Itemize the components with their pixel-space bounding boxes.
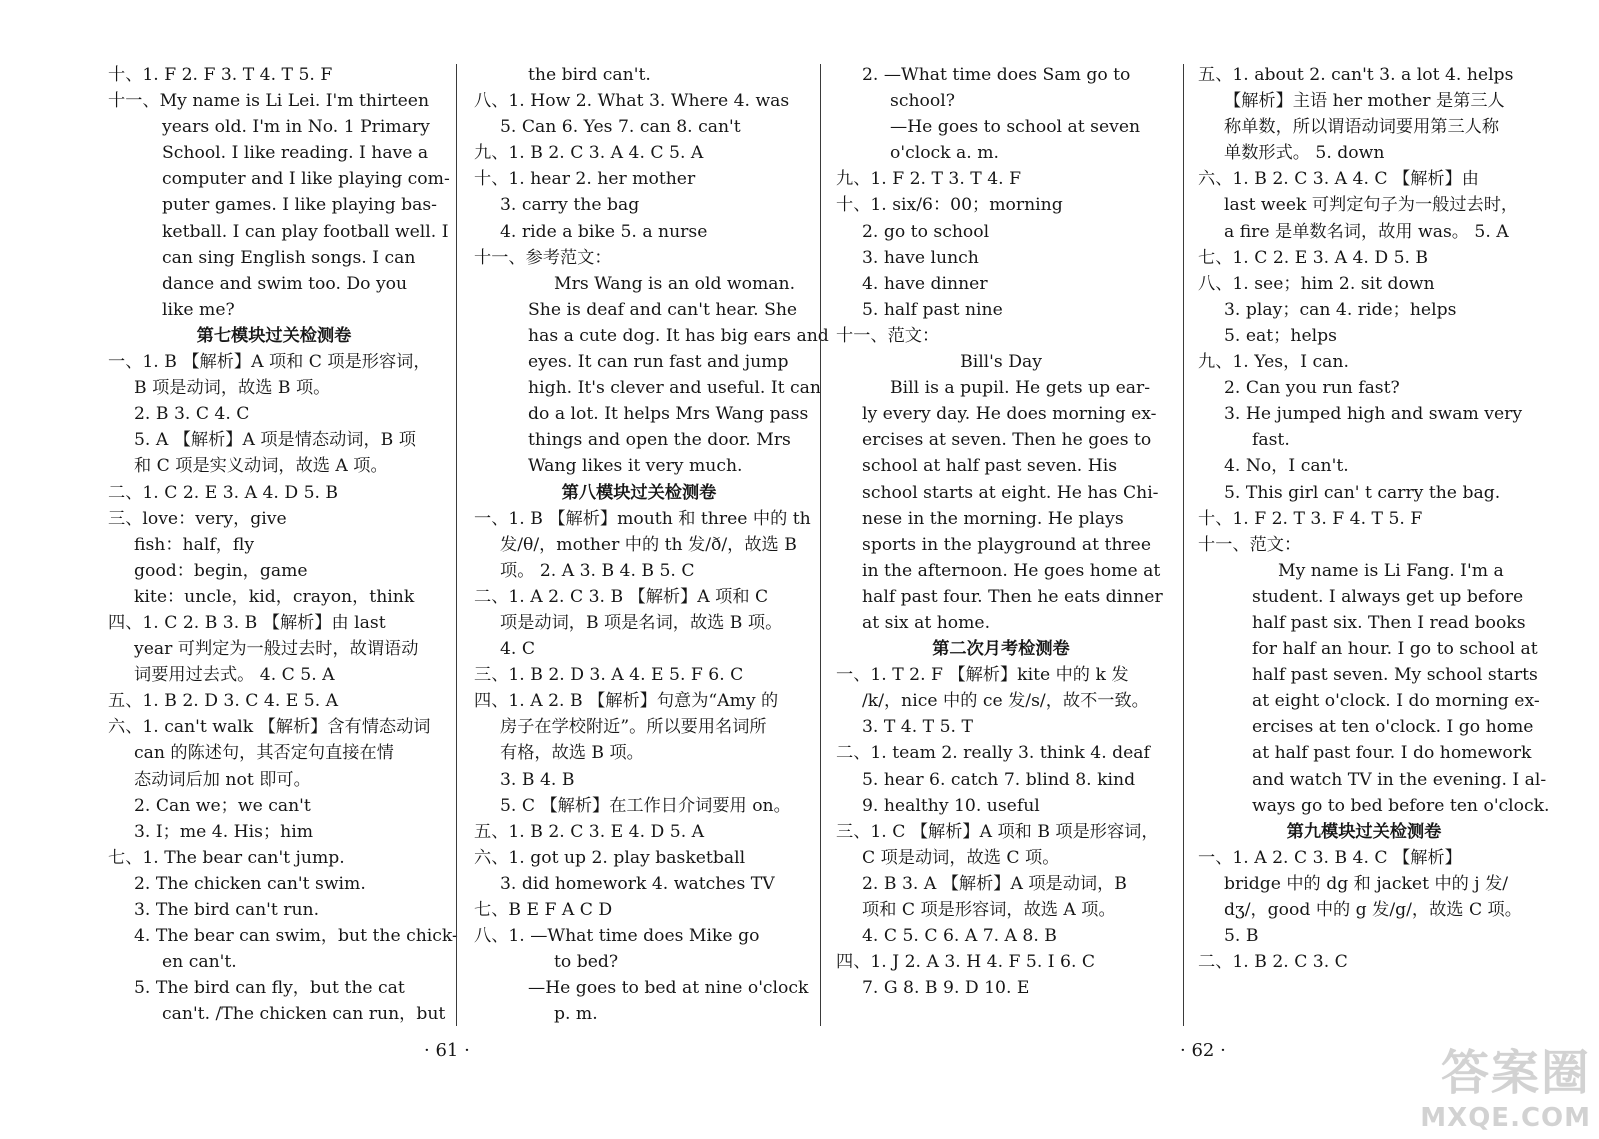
answer-line: ways go to bed before ten o'clock.	[1252, 795, 1550, 816]
answer-line: at half past four. I do homework	[1252, 743, 1532, 764]
answer-line: 七、B E F A C D	[474, 900, 613, 920]
answer-line: 十一、范文：	[836, 325, 940, 346]
answer-line: 称单数，所以谓语动词要用第三人称	[1224, 117, 1500, 138]
answer-line: 二、1. C 2. E 3. A 4. D 5. B	[108, 482, 339, 503]
answer-line: 5. This girl can' t carry the bag.	[1224, 482, 1501, 503]
answer-line: school at half past seven. His	[862, 456, 1118, 477]
answer-line: Wang likes it very much.	[528, 456, 743, 477]
answer-line: 十、1. F 2. T 3. F 4. T 5. F	[1198, 508, 1423, 529]
answer-line: 2. The chicken can't swim.	[134, 873, 366, 894]
answer-line: 十、1. F 2. F 3. T 4. T 5. F	[108, 65, 333, 85]
answer-line: 2. Can we；we can't	[134, 795, 311, 816]
answer-line: 3. carry the bag	[500, 195, 640, 216]
answer-line: to bed?	[554, 952, 619, 973]
answer-line: 八、1. —What time does Mike go	[474, 926, 760, 947]
answer-line: —He goes to school at seven	[890, 117, 1141, 138]
section-heading: 第九模块过关检测卷	[1286, 821, 1442, 842]
answer-line: ketball. I can play football well. I	[162, 221, 449, 242]
answer-line: bridge 中的 dg 和 jacket 中的 j 发/	[1224, 873, 1509, 894]
watermark-logo-text: 答案圈	[1440, 1045, 1591, 1101]
answer-line: things and open the door. Mrs	[528, 430, 791, 451]
answer-line: en can't.	[162, 952, 237, 973]
answer-line: 一、1. T 2. F 【解析】kite 中的 k 发	[836, 665, 1129, 686]
answer-line: kite：uncle，kid，crayon，think	[134, 586, 415, 607]
answer-line: 十一、范文：	[1198, 534, 1302, 555]
section-heading: 第二次月考检测卷	[932, 639, 1070, 660]
answer-line: like me?	[162, 299, 235, 320]
answer-line: at eight o'clock. I do morning ex-	[1252, 691, 1540, 712]
answer-line: 3. He jumped high and swam very	[1224, 404, 1523, 425]
answer-line: ercises at ten o'clock. I go home	[1252, 717, 1534, 738]
answer-line: 3. did homework 4. watches TV	[500, 873, 775, 894]
answer-line: B 项是动词，故选 B 项。	[134, 378, 331, 399]
answer-line: 三、love：very，give	[108, 508, 287, 529]
answer-line: half past six. Then I read books	[1252, 612, 1526, 633]
answer-line: year 可判定为一般过去时，故谓语动	[134, 639, 419, 660]
answer-line: 十一、参考范文：	[474, 247, 612, 268]
answer-line: puter games. I like playing bas-	[162, 195, 437, 216]
answer-line: 5. Can 6. Yes 7. can 8. can't	[500, 117, 741, 138]
answer-line: 4. No，I can't.	[1224, 456, 1349, 477]
answer-line: 一、1. B 【解析】A 项和 C 项是形容词，	[108, 352, 431, 373]
answer-line: 5. hear 6. catch 7. blind 8. kind	[862, 769, 1136, 790]
answer-line: 七、1. C 2. E 3. A 4. D 5. B	[1198, 247, 1429, 268]
answer-line: 七、1. The bear can't jump.	[108, 847, 345, 868]
answer-line: can't. /The chicken can run，but	[162, 1004, 446, 1025]
answer-line: 四、1. J 2. A 3. H 4. F 5. I 6. C	[836, 952, 1096, 973]
answer-line: 二、1. A 2. C 3. B 【解析】A 项和 C	[474, 586, 769, 607]
answer-line: 五、1. B 2. C 3. E 4. D 5. A	[474, 821, 705, 842]
answer-line: a fire 是单数名词，故用 was。 5. A	[1224, 221, 1509, 242]
answer-line: ly every day. He does morning ex-	[862, 404, 1157, 425]
answer-line: ercises at seven. Then he goes to	[862, 430, 1152, 451]
answer-line: My name is Li Fang. I'm a	[1278, 560, 1504, 581]
answer-line: 4. The bear can swim，but the chick-	[134, 926, 458, 947]
answer-line: C 项是动词，故选 C 项。	[862, 847, 1060, 868]
answer-line: 态动词后加 not 即可。	[134, 769, 311, 790]
answer-line: 六、1. can't walk 【解析】含有情态动词	[108, 717, 431, 738]
answer-line: 2. —What time does Sam go to	[862, 65, 1131, 85]
answer-line: 四、1. C 2. B 3. B 【解析】由 last	[108, 612, 386, 633]
section-heading: 第七模块过关检测卷	[196, 325, 352, 346]
answer-line: 三、1. B 2. D 3. A 4. E 5. F 6. C	[474, 665, 744, 686]
answer-line: 2. B 3. A 【解析】A 项是动词，B	[862, 873, 1127, 894]
answer-line: nese in the morning. He plays	[862, 508, 1124, 529]
answer-line: 一、1. A 2. C 3. B 4. C 【解析】	[1198, 847, 1462, 868]
answer-line: 五、1. B 2. D 3. C 4. E 5. A	[108, 691, 339, 712]
answer-line: computer and I like playing com-	[162, 169, 450, 190]
answer-line: 二、1. team 2. really 3. think 4. deaf	[836, 743, 1150, 764]
answer-line: last week 可判定句子为一般过去时，	[1224, 195, 1519, 216]
watermark-url: MXQE.COM	[1420, 1103, 1591, 1133]
answer-line: Mrs Wang is an old woman.	[554, 273, 796, 294]
answer-line: dʒ/，good 中的 g 发/g/，故选 C 项。	[1224, 900, 1522, 920]
answer-line: 5. eat；helps	[1224, 325, 1337, 346]
answer-line: 3. have lunch	[862, 247, 979, 268]
answer-line: 2. B 3. C 4. C	[134, 404, 250, 425]
answer-line: 5. A 【解析】A 项是情态动词，B 项	[134, 430, 416, 451]
answer-line: sports in the playground at three	[862, 534, 1151, 555]
column-divider-1	[456, 64, 457, 1026]
answer-line: at six at home.	[862, 612, 991, 633]
answer-line: 六、1. B 2. C 3. A 4. C 【解析】由	[1198, 169, 1479, 190]
answer-line: fast.	[1252, 430, 1290, 451]
answer-line: 九、1. B 2. C 3. A 4. C 5. A	[474, 143, 704, 164]
answer-line: 二、1. B 2. C 3. C	[1198, 952, 1348, 973]
answer-line: 3. I；me 4. His；him	[134, 821, 313, 842]
answer-line: 十一、My name is Li Lei. I'm thirteen	[108, 91, 430, 112]
answer-line: eyes. It can run fast and jump	[528, 352, 789, 373]
answer-line: 4. ride a bike 5. a nurse	[500, 221, 708, 242]
answer-line: can sing English songs. I can	[162, 247, 416, 268]
answer-line: 三、1. C 【解析】A 项和 B 项是形容词，	[836, 821, 1159, 842]
answer-line: 发/θ/，mother 中的 th 发/ð/，故选 B	[500, 534, 797, 555]
column-4	[1198, 62, 1550, 975]
column-divider-3	[1183, 64, 1184, 1026]
answer-line: 五、1. about 2. can't 3. a lot 4. helps	[1198, 65, 1514, 85]
answer-line: 9. healthy 10. useful	[862, 795, 1040, 816]
answer-line: school starts at eight. He has Chi-	[862, 482, 1159, 503]
answer-line: half past seven. My school starts	[1252, 665, 1538, 686]
answer-line: school?	[890, 91, 955, 112]
answer-line: high. It's clever and useful. It can	[528, 378, 821, 399]
answer-line: 4. C 5. C 6. A 7. A 8. B	[862, 926, 1057, 947]
essay-title: Bill's Day	[960, 352, 1042, 373]
answer-line: 项。 2. A 3. B 4. B 5. C	[500, 560, 695, 581]
answer-line: o'clock a. m.	[890, 143, 999, 164]
page-number-left: · 61 ·	[424, 1040, 470, 1061]
column-3	[836, 62, 1166, 1001]
answer-line: half past four. Then he eats dinner	[862, 586, 1163, 607]
answer-line: do a lot. It helps Mrs Wang pass	[528, 404, 809, 425]
answer-line: /k/，nice 中的 ce 发/s/，故不一致。	[862, 691, 1149, 712]
answer-line: 和 C 项是实义动词，故选 A 项。	[134, 456, 388, 477]
answer-line: dance and swim too. Do you	[162, 273, 408, 294]
answer-line: 4. have dinner	[862, 273, 988, 294]
answer-line: for half an hour. I go to school at	[1252, 639, 1538, 660]
answer-line: 八、1. How 2. What 3. Where 4. was	[474, 91, 790, 112]
answer-line: years old. I'm in No. 1 Primary	[162, 117, 430, 138]
answer-line: student. I always get up before	[1252, 586, 1524, 607]
answer-line: She is deaf and can't hear. She	[528, 299, 798, 320]
answer-line: good：begin，game	[134, 560, 308, 581]
answer-line: p. m.	[554, 1004, 598, 1025]
answer-line: 十、1. six/6：00；morning	[836, 195, 1063, 216]
answer-line: 八、1. see；him 2. sit down	[1198, 273, 1435, 294]
answer-line: 5. C 【解析】在工作日介词要用 on。	[500, 795, 791, 816]
answer-line: 词要用过去式。 4. C 5. A	[134, 665, 335, 686]
answer-line: has a cute dog. It has big ears and	[528, 325, 829, 346]
answer-line: the bird can't.	[528, 65, 651, 85]
answer-line: 单数形式。 5. down	[1224, 143, 1385, 164]
answer-line: 3. B 4. B	[500, 769, 575, 790]
answer-line: —He goes to bed at nine o'clock	[528, 978, 809, 999]
answer-line: 【解析】主语 her mother 是第三人	[1224, 91, 1505, 112]
watermark	[1420, 1034, 1591, 1133]
column-1	[108, 62, 458, 1027]
answer-line: 六、1. got up 2. play basketball	[474, 847, 746, 868]
column-divider-2	[820, 64, 821, 1026]
answer-line: 3. T 4. T 5. T	[862, 717, 973, 738]
answer-line: in the afternoon. He goes home at	[862, 560, 1161, 581]
answer-line: 四、1. A 2. B 【解析】句意为“Amy 的	[474, 691, 779, 712]
answer-line: and watch TV in the evening. I al-	[1252, 769, 1547, 790]
answer-line: 九、1. Yes，I can.	[1198, 352, 1349, 373]
answer-line: 十、1. hear 2. her mother	[474, 169, 696, 190]
answer-line: 有格，故选 B 项。	[500, 743, 644, 764]
answer-line: School. I like reading. I have a	[162, 143, 429, 164]
answer-line: 一、1. B 【解析】mouth 和 three 中的 th	[474, 508, 811, 529]
answer-line: 房子在学校附近”。所以要用名词所	[500, 717, 767, 738]
answer-line: 3. play；can 4. ride；helps	[1224, 299, 1457, 320]
answer-line: 2. go to school	[862, 221, 990, 242]
page-number-right: · 62 ·	[1180, 1040, 1226, 1061]
answer-line: 九、1. F 2. T 3. T 4. F	[836, 169, 1021, 190]
answer-line: 4. C	[500, 639, 536, 660]
answer-line: 5. half past nine	[862, 299, 1003, 320]
answer-line: 项是动词，B 项是名词，故选 B 项。	[500, 612, 783, 633]
column-2	[474, 62, 829, 1027]
answer-line: can 的陈述句，其否定句直接在情	[134, 743, 394, 764]
answer-line: fish：half，fly	[134, 534, 255, 555]
answer-line: 7. G 8. B 9. D 10. E	[862, 978, 1030, 999]
answer-line: 2. Can you run fast?	[1224, 378, 1400, 399]
answer-line: 项和 C 项是形容词，故选 A 项。	[862, 900, 1116, 920]
answer-line: Bill is a pupil. He gets up ear-	[890, 378, 1151, 399]
answer-line: 5. The bird can fly，but the cat	[134, 978, 405, 999]
section-heading: 第八模块过关检测卷	[561, 482, 717, 503]
answer-line: 3. The bird can't run.	[134, 900, 320, 920]
answer-line: 5. B	[1224, 926, 1259, 947]
